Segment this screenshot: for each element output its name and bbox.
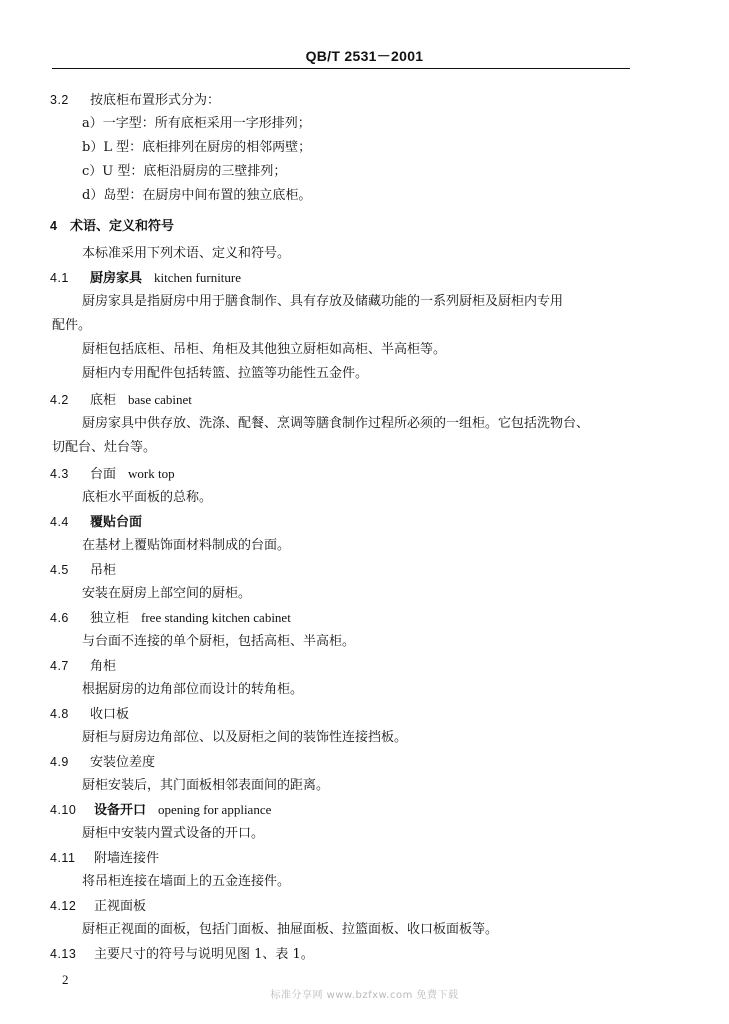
term-zh: 台面 — [90, 467, 117, 482]
clause-4-9 — [50, 754, 155, 771]
clause-3-2 — [50, 92, 220, 109]
clause-number: 4.4 — [50, 515, 69, 529]
clause-number: 4.11 — [50, 851, 76, 865]
term-en: work top — [128, 466, 175, 481]
term-zh: 附墙连接件 — [94, 851, 160, 866]
list-item-a: a）一字型：所有底柜采用一字形排列； — [82, 116, 311, 131]
clause-4-4 — [50, 514, 142, 531]
definition-line: 厨柜安装后，其门面板相邻表面间的距离。 — [82, 778, 330, 793]
definition-line: 厨柜正视面的面板，包括门面板、抽屉面板、拉篮面板、收口板面板等。 — [82, 922, 499, 937]
definition-line: 安装在厨房上部空间的厨柜。 — [82, 586, 252, 601]
definition-line: 厨柜内专用配件包括转篮、拉篮等功能性五金件。 — [82, 366, 369, 381]
definition-line: 厨柜中安装内置式设备的开口。 — [82, 826, 265, 841]
section-4-heading — [50, 218, 174, 235]
term-en: free standing kitchen cabinet — [141, 610, 291, 625]
term-en: base cabinet — [128, 392, 192, 407]
clause-number: 4.13 — [50, 947, 77, 961]
clause-4-11 — [50, 850, 159, 867]
clause-4-13 — [50, 946, 314, 963]
clause-4-7 — [50, 658, 116, 675]
term-zh: 厨房家具 — [90, 271, 143, 286]
term-en: opening for appliance — [158, 802, 272, 817]
definition-line: 将吊柜连接在墙面上的五金连接件。 — [82, 874, 291, 889]
definition-line: 厨房家具中供存放、洗涤、配餐、烹调等膳食制作过程所必须的一组柜。它包括洗物台、 — [82, 416, 590, 431]
clause-number: 4.3 — [50, 467, 69, 481]
term-zh: 正视面板 — [94, 899, 147, 914]
clause-4-12 — [50, 898, 146, 915]
standard-number-header: QB/T 2531－2001 — [305, 48, 424, 64]
definition-line: 配件。 — [52, 318, 92, 333]
definition-line: 根据厨房的边角部位而设计的转角柜。 — [82, 682, 304, 697]
list-item-d: d）岛型：在厨房中间布置的独立底柜。 — [82, 188, 312, 203]
clause-4-5 — [50, 562, 116, 579]
clause-4-2 — [50, 392, 192, 409]
definition-line: 底柜水平面板的总称。 — [82, 490, 213, 505]
clause-4-1 — [50, 270, 241, 287]
clause-text: 主要尺寸的符号与说明见图 1、表 1。 — [94, 947, 314, 962]
clause-number: 4.12 — [50, 899, 77, 913]
term-zh: 覆贴台面 — [90, 515, 143, 530]
section-title: 术语、定义和符号 — [70, 219, 175, 234]
definition-line: 与台面不连接的单个厨柜，包括高柜、半高柜。 — [82, 634, 356, 649]
term-zh: 安装位差度 — [90, 755, 156, 770]
list-item-b: b）L 型：底柜排列在厨房的相邻两壁； — [82, 140, 312, 155]
term-zh: 设备开口 — [94, 803, 147, 818]
clause-number: 4.2 — [50, 393, 69, 407]
definition-line: 切配台、灶台等。 — [52, 440, 157, 455]
clause-4-6 — [50, 610, 291, 627]
term-zh: 底柜 — [90, 393, 117, 408]
term-zh: 角柜 — [90, 659, 117, 674]
list-item-c: c）U 型：底柜沿厨房的三壁排列； — [82, 164, 287, 179]
term-zh: 收口板 — [90, 707, 130, 722]
watermark: 标准分享网 www.bzfxw.com 免费下载 — [270, 990, 459, 1001]
clause-number: 4.9 — [50, 755, 69, 769]
clause-number: 4.1 — [50, 271, 69, 285]
definition-line: 厨柜包括底柜、吊柜、角柜及其他独立厨柜如高柜、半高柜等。 — [82, 342, 447, 357]
term-zh: 吊柜 — [90, 563, 117, 578]
clause-number: 4.5 — [50, 563, 69, 577]
page-number: 2 — [62, 972, 69, 987]
term-zh: 独立柜 — [90, 611, 130, 626]
clause-number: 4.8 — [50, 707, 69, 721]
clause-4-8 — [50, 706, 129, 723]
section-number: 4 — [50, 219, 58, 233]
clause-4-3 — [50, 466, 175, 483]
definition-line: 厨柜与厨房边角部位、以及厨柜之间的装饰性连接挡板。 — [82, 730, 408, 745]
header-rule — [52, 68, 630, 69]
definition-line: 厨房家具是指厨房中用于膳食制作、具有存放及储藏功能的一系列厨柜及厨柜内专用 — [82, 294, 564, 309]
section-4-intro: 本标准采用下列术语、定义和符号。 — [82, 246, 291, 261]
clause-number: 4.7 — [50, 659, 69, 673]
definition-line: 在基材上覆贴饰面材料制成的台面。 — [82, 538, 291, 553]
clause-number: 3.2 — [50, 93, 69, 107]
clause-number: 4.10 — [50, 803, 77, 817]
clause-4-10 — [50, 802, 271, 819]
clause-number: 4.6 — [50, 611, 69, 625]
term-en: kitchen furniture — [154, 270, 242, 285]
clause-text: 按底柜布置形式分为： — [90, 93, 221, 108]
